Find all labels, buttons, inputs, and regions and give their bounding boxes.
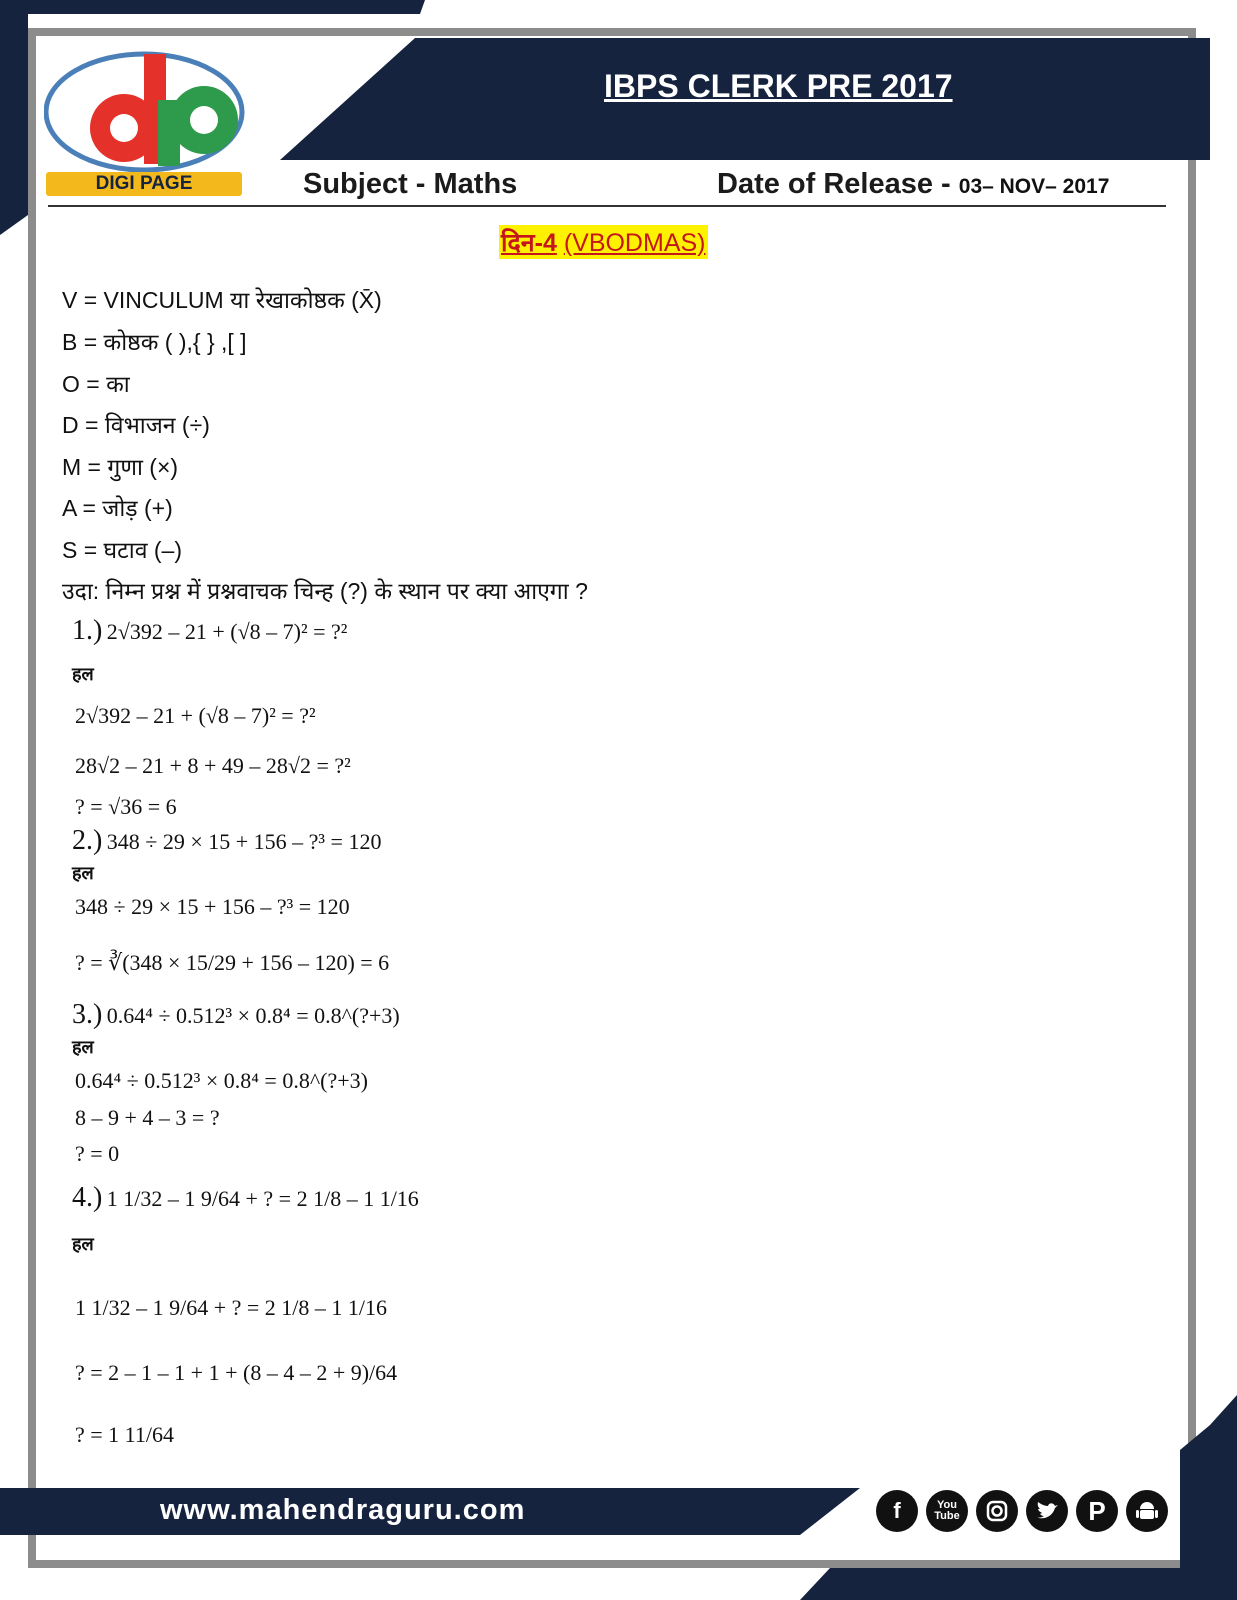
top-left-band <box>0 0 425 14</box>
question-expression: 2√392 – 21 + (√8 – 7)² = ?² <box>106 619 348 644</box>
pinterest-icon[interactable]: P <box>1076 1490 1118 1532</box>
definition-m: M = गुणा (×) <box>62 454 179 480</box>
question-number: 4.) <box>72 1182 103 1213</box>
solution-label: हल <box>72 863 94 883</box>
release-date <box>717 168 1109 201</box>
definition-v: V = VINCULUM या रेखाकोष्ठक (X̄) <box>62 287 382 313</box>
definition-d: D = विभाजन (÷) <box>62 412 210 438</box>
brand-label: DIGI PAGE <box>46 172 242 196</box>
day-label: दिन-4 <box>501 229 557 257</box>
subject-label: Subject - Maths <box>303 168 518 200</box>
solution-step: 2√392 – 21 + (√8 – 7)² = ?² <box>75 703 316 728</box>
definition-s: S = घटाव (–) <box>62 537 182 563</box>
solution-step: ? = 1 11/64 <box>75 1422 174 1447</box>
date-value: 03– NOV– 2017 <box>958 175 1110 198</box>
dp-logo-mark <box>44 42 249 172</box>
question-expression: 0.64⁴ ÷ 0.512³ × 0.8⁴ = 0.8^(?+3) <box>106 1003 400 1028</box>
left-corner-band <box>0 14 28 235</box>
day-title <box>499 225 708 259</box>
question-1 <box>72 615 347 647</box>
question-expression: 1 1/32 – 1 9/64 + ? = 2 1/8 – 1 1/16 <box>106 1186 419 1211</box>
solution-step: 348 ÷ 29 × 15 + 156 – ?³ = 120 <box>75 894 350 919</box>
instagram-icon[interactable] <box>976 1490 1018 1532</box>
question-3 <box>72 999 400 1031</box>
question-2 <box>72 825 381 857</box>
definition-o: O = का <box>62 371 130 397</box>
solution-step: ? = √36 = 6 <box>75 794 177 819</box>
question-4 <box>72 1182 419 1214</box>
solution-label: हल <box>72 1037 94 1057</box>
solution-step: ? = 2 – 1 – 1 + 1 + (8 – 4 – 2 + 9)/64 <box>75 1360 398 1385</box>
date-label: Date of Release - <box>717 168 959 200</box>
digi-page-logo <box>44 42 249 197</box>
solution-step: ? = 0 <box>75 1141 120 1166</box>
solution-step: 0.64⁴ ÷ 0.512³ × 0.8⁴ = 0.8^(?+3) <box>75 1068 368 1093</box>
exam-title[interactable]: IBPS CLERK PRE 2017 <box>604 68 953 104</box>
definition-a: A = जोड़ (+) <box>62 495 173 521</box>
facebook-icon[interactable]: f <box>876 1490 918 1532</box>
solution-step: 1 1/32 – 1 9/64 + ? = 2 1/8 – 1 1/16 <box>75 1295 388 1320</box>
question-expression: 348 ÷ 29 × 15 + 156 – ?³ = 120 <box>106 829 382 854</box>
definition-b: B = कोष्ठक ( ),{ } ,[ ] <box>62 329 247 355</box>
social-icons <box>876 1490 1168 1532</box>
solution-label: हल <box>72 664 94 684</box>
solution-step: ? = ∛(348 × 15/29 + 156 – 120) = 6 <box>75 950 390 975</box>
solution-step: 8 – 9 + 4 – 3 = ? <box>75 1105 220 1130</box>
youtube-icon[interactable]: You Tube <box>926 1490 968 1532</box>
example-instruction: उदा: निम्न प्रश्न में प्रश्नवाचक चिन्ह (?) के स्थान पर क्या आएगा ? <box>62 578 588 604</box>
solution-step: 28√2 – 21 + 8 + 49 – 28√2 = ?² <box>75 753 351 778</box>
question-number: 3.) <box>72 999 103 1030</box>
day-topic: (VBODMAS) <box>563 229 706 257</box>
website-link[interactable]: www.mahendraguru.com <box>160 1494 526 1526</box>
android-icon[interactable] <box>1126 1490 1168 1532</box>
twitter-icon[interactable] <box>1026 1490 1068 1532</box>
question-number: 2.) <box>72 825 103 856</box>
question-number: 1.) <box>72 615 103 646</box>
solution-label: हल <box>72 1234 94 1254</box>
